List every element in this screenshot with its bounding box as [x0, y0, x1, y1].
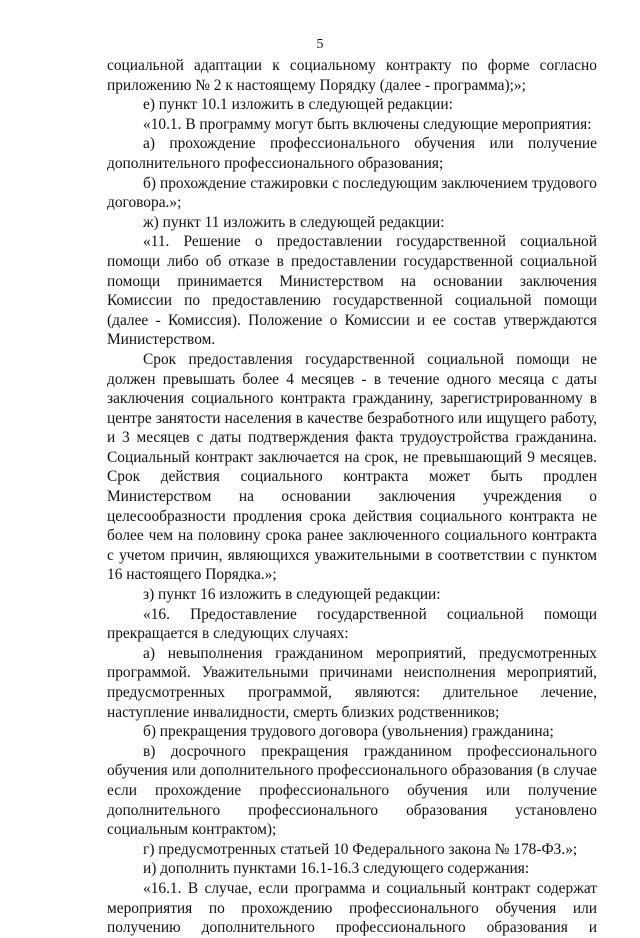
paragraph: в) досрочного прекращения гражданином профессионального обучения или дополнительного профессионального образования (в случае если прохождение профессионального обучения или получение дополнительного профессионального образования установлено социальным контрактом);	[107, 742, 597, 839]
paragraph: а) прохождение профессионального обучения или получение дополнительного профессионального образования;	[107, 135, 597, 172]
paragraph: з) пункт 16 изложить в следующей редакции:	[143, 586, 441, 604]
paragraph: Срок предоставления государственной социальной помощи не должен превышать более 4 месяцев - в течение одного месяца с даты заключения социального контракта гражданину, зарегистрированному в центре занятости населения в качестве безработного или ищущего работу, и 3 месяцев с даты подтверждения факта трудоустройства гражданина. Социальный контракт заключается на срок, не превышающий 9 месяцев. Срок действия социального контракта может быть продлен Министерством на основании заключения учреждения о целесообразности продления срока действия социального контракта не более чем на половину срока ранее заключенного социального контракта с учетом причин, являющихся уважительными в соответствии с пунктом 16 настоящего Порядка.»;	[107, 350, 597, 584]
paragraph: б) прекращения трудового договора (увольнения) гражданина;	[143, 723, 554, 741]
paragraph: «10.1. В программу могут быть включены следующие мероприятия:	[143, 115, 592, 133]
paragraph: и) дополнить пунктами 16.1-16.3 следующего содержания:	[143, 860, 530, 878]
paragraph: г) предусмотренных статьей 10 Федерального закона № 178-ФЗ.»;	[143, 840, 578, 858]
paragraph: а) невыполнения гражданином мероприятий, предусмотренных программой. Уважительными причинами неисполнения мероприятий, предусмотренных программой, являются: длительное лечение, наступление инвалидности, смерть близких родственников;	[107, 644, 597, 721]
paragraph: социальной адаптации к социальному контракту по форме согласно приложению № 2 к настоящему Порядку (далее - программа);»;	[107, 57, 597, 94]
paragraph: б) прохождение стажировки с последующим заключением трудового договора.»;	[107, 174, 597, 212]
paragraph: е) пункт 10.1 изложить в следующей редакции:	[143, 96, 453, 114]
paragraph: «16. Предоставление государственной социальной помощи прекращается в следующих случаях:	[107, 605, 597, 643]
paragraph: «11. Решение о предоставлении государственной социальной помощи либо об отказе в предоставлении государственной социальной помощи принимается Министерством на основании заключения Комиссии по предоставлению государственной социальной помощи (далее - Комиссия). Положение о Комиссии и ее состав утверждаются Министерством.	[107, 233, 597, 349]
document-body	[107, 56, 597, 938]
paragraph: ж) пункт 11 изложить в следующей редакции:	[143, 213, 445, 231]
page-number: 5	[316, 37, 324, 52]
paragraph: «16.1. В случае, если программа и социальный контракт содержат мероприятия по прохождению профессионального обучения или получению дополнительного профессионального образования и	[107, 879, 597, 937]
